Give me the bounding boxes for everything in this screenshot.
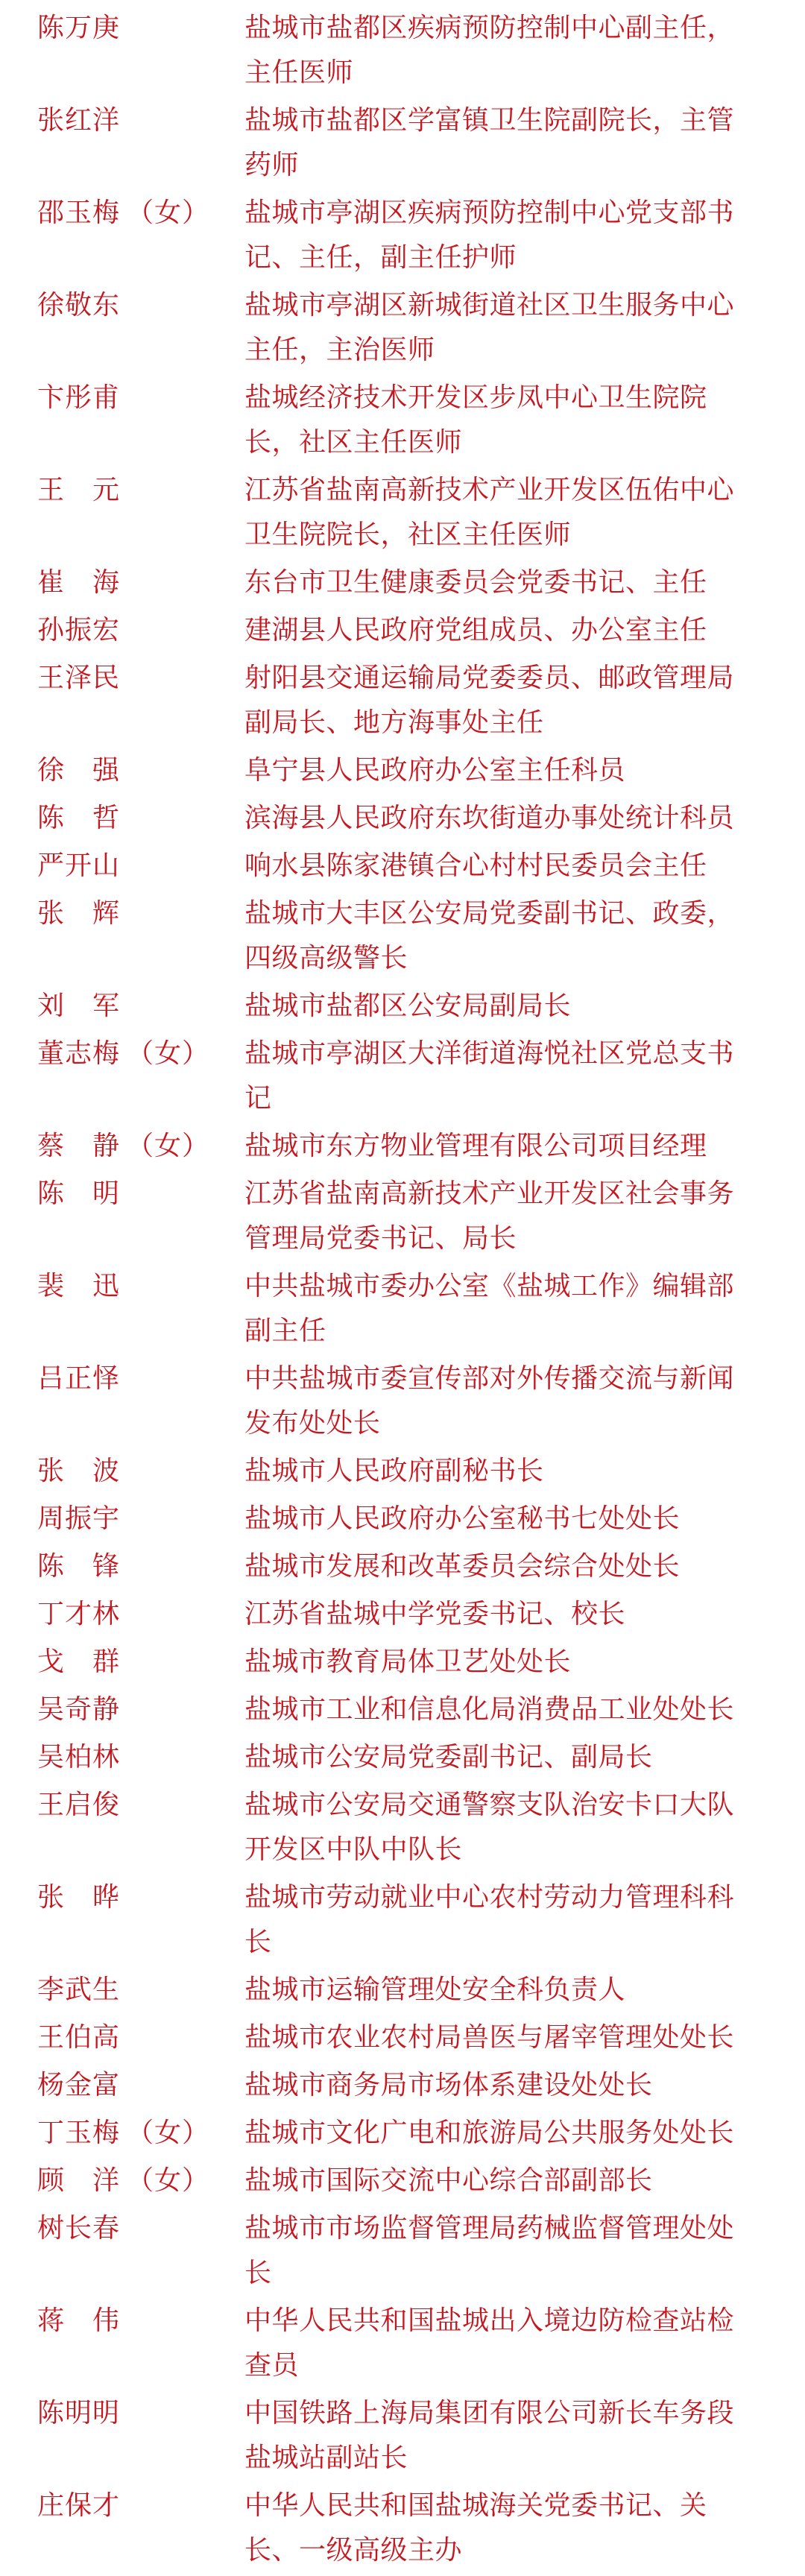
person-title: 盐城市劳动就业中心农村劳动力管理科科长 [244, 1882, 735, 1957]
person-name-text: 张红洋 [37, 105, 121, 136]
person-title: 盐城经济技术开发区步凤中心卫生院院长，社区主任医师 [244, 382, 707, 458]
person-title: 盐城市盐都区学富镇卫生院副院长，主管药师 [244, 105, 735, 180]
list-item [0, 2299, 805, 2388]
person-title: 江苏省盐城中学党委书记、校长 [244, 1599, 626, 1629]
person-name-text: 丁玉梅 [37, 2118, 121, 2148]
person-name-text: 树长春 [37, 2213, 121, 2244]
person-title: 中共盐城市委办公室《盐城工作》编辑部副主任 [244, 1271, 735, 1346]
person-name-text: 王伯高 [37, 2022, 121, 2053]
person-name [0, 1735, 209, 1780]
list-item [0, 283, 805, 373]
person-name-text: 吴柏林 [37, 1742, 121, 1772]
list-item [0, 1875, 805, 1965]
person-title: 盐城市亭湖区新城街道社区卫生服务中心主任，主治医师 [244, 290, 735, 365]
gender-note: （女） [127, 1038, 210, 1069]
list-item [0, 748, 805, 793]
person-name [0, 98, 209, 143]
person-name [0, 796, 209, 841]
person-name [0, 748, 209, 793]
list-item [0, 98, 805, 188]
list-item [0, 1968, 805, 2012]
person-title: 东台市卫生健康委员会党委书记、主任 [244, 567, 707, 598]
list-item [0, 891, 805, 981]
person-name-text: 周振宇 [37, 1503, 121, 1534]
list-item [0, 2484, 805, 2573]
list-item [0, 6, 805, 95]
person-title: 滨海县人民政府东坎街道办事处统计科员 [244, 803, 735, 833]
person-name [0, 1357, 209, 1401]
person-name-text: 王泽民 [37, 663, 121, 693]
person-name [0, 561, 209, 605]
person-title: 中华人民共和国盐城出入境边防检查站检查员 [244, 2305, 735, 2381]
person-title: 盐城市运输管理处安全科负责人 [244, 1974, 626, 2005]
person-name-text: 董志梅 [37, 1038, 121, 1069]
person-title: 射阳县交通运输局党委委员、邮政管理局副局长、地方海事处主任 [244, 663, 735, 738]
person-name [0, 984, 209, 1029]
list-item [0, 1783, 805, 1872]
person-name-text: 张 晔 [37, 1882, 121, 1913]
person-name [0, 1172, 209, 1216]
list-item [0, 844, 805, 888]
person-name-text: 丁才林 [37, 1599, 121, 1629]
list-item [0, 1032, 805, 1121]
person-title: 盐城市东方物业管理有限公司项目经理 [244, 1131, 707, 1161]
list-item [0, 1544, 805, 1589]
person-name-text: 孙振宏 [37, 615, 121, 645]
person-name-text: 崔 海 [37, 567, 121, 598]
person-name-text: 蔡 静 [37, 1131, 121, 1161]
person-name [0, 891, 209, 936]
list-item [0, 1357, 805, 1446]
person-name [0, 1640, 209, 1685]
list-item [0, 2159, 805, 2203]
list-item [0, 2063, 805, 2108]
list-item [0, 1592, 805, 1637]
person-name-text: 陈明明 [37, 2398, 121, 2428]
list-item [0, 1497, 805, 1541]
person-title: 江苏省盐南高新技术产业开发区社会事务管理局党委书记、局长 [244, 1178, 735, 1254]
person-name [0, 1544, 209, 1589]
person-name [0, 283, 209, 328]
list-item [0, 1688, 805, 1732]
person-name-text: 戈 群 [37, 1647, 121, 1677]
person-name-text: 徐 强 [37, 755, 121, 786]
person-name [0, 1968, 209, 2012]
gender-note: （女） [127, 2118, 210, 2148]
person-name [0, 1592, 209, 1637]
person-name [0, 608, 209, 653]
person-title: 盐城市盐都区公安局副局长 [244, 991, 572, 1021]
person-name [0, 1449, 209, 1494]
list-item [0, 2111, 805, 2156]
person-name [0, 1783, 209, 1828]
person-title: 盐城市市场监督管理局药械监督管理处处长 [244, 2213, 735, 2288]
person-title: 盐城市国际交流中心综合部副部长 [244, 2165, 653, 2196]
person-title: 盐城市农业农村局兽医与屠宰管理处处长 [244, 2022, 735, 2053]
list-item [0, 1264, 805, 1354]
gender-note: （女） [127, 198, 210, 228]
list-item [0, 191, 805, 280]
person-name [0, 844, 209, 888]
person-name [0, 2484, 209, 2528]
person-name [0, 2063, 209, 2108]
person-name-text: 陈 哲 [37, 803, 121, 833]
person-name-text: 刘 军 [37, 991, 121, 1021]
person-title: 盐城市发展和改革委员会综合处处长 [244, 1551, 681, 1582]
person-title: 中共盐城市委宣传部对外传播交流与新闻发布处处长 [244, 1363, 735, 1439]
person-name-text: 吴奇静 [37, 1694, 121, 1725]
person-name [0, 1688, 209, 1732]
person-title: 中华人民共和国盐城海关党委书记、关长、一级高级主办 [244, 2490, 707, 2566]
person-name-text: 陈 明 [37, 1178, 121, 1209]
person-name [0, 1875, 209, 1920]
person-name-text: 顾 洋 [37, 2165, 121, 2196]
list-item [0, 468, 805, 558]
person-name-text: 卞彤甫 [37, 382, 121, 413]
list-item [0, 656, 805, 745]
person-name-text: 吕正怿 [37, 1363, 121, 1394]
person-name-text: 邵玉梅 [37, 198, 121, 228]
person-name [0, 656, 209, 701]
person-title: 盐城市文化广电和旅游局公共服务处处长 [244, 2118, 735, 2148]
person-title: 盐城市公安局党委副书记、副局长 [244, 1742, 653, 1772]
person-title: 盐城市公安局交通警察支队治安卡口大队开发区中队中队长 [244, 1790, 735, 1865]
person-name-text: 陈万庚 [37, 13, 121, 43]
list-item [0, 1172, 805, 1261]
person-name-text: 张 波 [37, 1456, 121, 1486]
person-name-text: 庄保才 [37, 2490, 121, 2521]
person-name [0, 1032, 209, 1076]
person-title: 盐城市商务局市场体系建设处处长 [244, 2070, 653, 2100]
person-title: 盐城市亭湖区大洋街道海悦社区党总支书记 [244, 1038, 735, 1114]
list-item [0, 608, 805, 653]
person-title: 盐城市大丰区公安局党委副书记、政委，四级高级警长 [244, 898, 735, 973]
list-item [0, 1449, 805, 1494]
person-name-text: 王 元 [37, 475, 121, 505]
person-title: 盐城市工业和信息化局消费品工业处处长 [244, 1694, 735, 1725]
person-name [0, 376, 209, 420]
person-title: 盐城市人民政府副秘书长 [244, 1456, 544, 1486]
person-title: 响水县陈家港镇合心村村民委员会主任 [244, 850, 707, 881]
person-name [0, 468, 209, 513]
list-item [0, 1640, 805, 1685]
person-name [0, 2159, 209, 2203]
person-name [0, 1124, 209, 1169]
list-item [0, 376, 805, 465]
list-item [0, 561, 805, 605]
gender-note: （女） [127, 1131, 210, 1161]
person-title: 盐城市人民政府办公室秘书七处处长 [244, 1503, 681, 1534]
person-name-text: 李武生 [37, 1974, 121, 2005]
person-name-text: 王启俊 [37, 1790, 121, 1820]
person-title: 建湖县人民政府党组成员、办公室主任 [244, 615, 707, 645]
person-name [0, 2206, 209, 2251]
person-name [0, 2111, 209, 2156]
gender-note: （女） [127, 2165, 210, 2196]
person-title: 盐城市教育局体卫艺处处长 [244, 1647, 572, 1677]
person-name-text: 陈 锋 [37, 1551, 121, 1582]
person-name [0, 1497, 209, 1541]
person-name-text: 裴 迅 [37, 1271, 121, 1301]
person-title: 盐城市盐都区疾病预防控制中心副主任，主任医师 [244, 13, 735, 88]
list-item [0, 1124, 805, 1169]
list-item [0, 796, 805, 841]
list-item [0, 2015, 805, 2060]
person-name [0, 2015, 209, 2060]
person-name-text: 杨金富 [37, 2070, 121, 2100]
person-name-text: 蒋 伟 [37, 2305, 121, 2336]
person-name-text: 张 辉 [37, 898, 121, 929]
list-item [0, 2206, 805, 2296]
person-name [0, 6, 209, 51]
person-name [0, 2391, 209, 2436]
person-name [0, 191, 209, 236]
person-title: 中国铁路上海局集团有限公司新长车务段盐城站副站长 [244, 2398, 735, 2473]
person-name [0, 2299, 209, 2343]
list-item [0, 984, 805, 1029]
person-name-text: 严开山 [37, 850, 121, 881]
person-name [0, 1264, 209, 1309]
list-item [0, 1735, 805, 1780]
person-name-text: 徐敬东 [37, 290, 121, 321]
person-title: 盐城市亭湖区疾病预防控制中心党支部书记、主任，副主任护师 [244, 198, 735, 273]
person-title: 阜宁县人民政府办公室主任科员 [244, 755, 626, 786]
list-item [0, 2391, 805, 2481]
person-title: 江苏省盐南高新技术产业开发区伍佑中心卫生院院长，社区主任医师 [244, 475, 735, 550]
